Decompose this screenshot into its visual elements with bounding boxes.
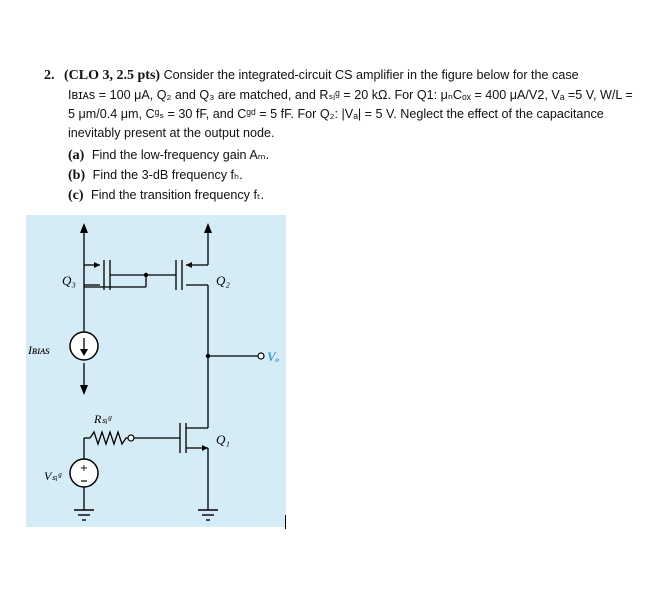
part-c <box>68 186 264 205</box>
text-cursor <box>285 515 286 529</box>
part-a-text: Find the low-frequency gain Aₘ. <box>91 148 270 162</box>
q3-label: Q₃ <box>62 273 76 288</box>
vsig-label: Vₛᵢᵍ <box>44 469 62 483</box>
question-number: 2. <box>44 68 55 83</box>
part-a <box>68 146 269 165</box>
output-terminal <box>258 353 264 359</box>
circuit-figure <box>26 215 286 527</box>
part-c-text: Find the transition frequency fₜ. <box>91 188 265 202</box>
svg-text:+: + <box>79 463 89 474</box>
ibias-label: Iʙɪᴀs <box>28 343 50 357</box>
vo-label: Vₒ <box>267 349 280 364</box>
rsig-label: Rₛᵢᵍ <box>94 412 112 426</box>
q2-label: Q₂ <box>216 273 230 288</box>
q1-label: Q₁ <box>216 432 230 447</box>
question-tag: (CLO 3, 2.5 pts) <box>64 68 161 83</box>
question-line-4: inevitably present at the output node. <box>68 126 275 140</box>
part-a-label: (a) <box>68 148 85 163</box>
part-b-text: Find the 3-dB frequency fₕ. <box>92 168 243 182</box>
part-b <box>68 166 243 185</box>
question-line-3: 5 μm/0.4 μm, Cᵍₛ = 30 fF, and Cᵍᵈ = 5 fF. For Q₂: |Vₐ| = 5 V. Neglect the effect of the capacitance <box>68 107 604 121</box>
circuit-diagram <box>26 215 286 527</box>
question-line-2: Iʙɪᴀs = 100 μA, Q₂ and Q₃ are matched, and Rₛᵢᵍ = 20 kΩ. For Q1: μₙCₒₓ = 400 μA/V2, Vₐ =5 V, W/L = <box>68 88 633 102</box>
part-c-label: (c) <box>68 188 84 203</box>
question-line-1: Consider the integrated-circuit CS amplifier in the figure below for the case <box>163 68 579 82</box>
figure-background <box>26 215 286 527</box>
question-header <box>44 66 579 85</box>
part-b-label: (b) <box>68 168 86 183</box>
